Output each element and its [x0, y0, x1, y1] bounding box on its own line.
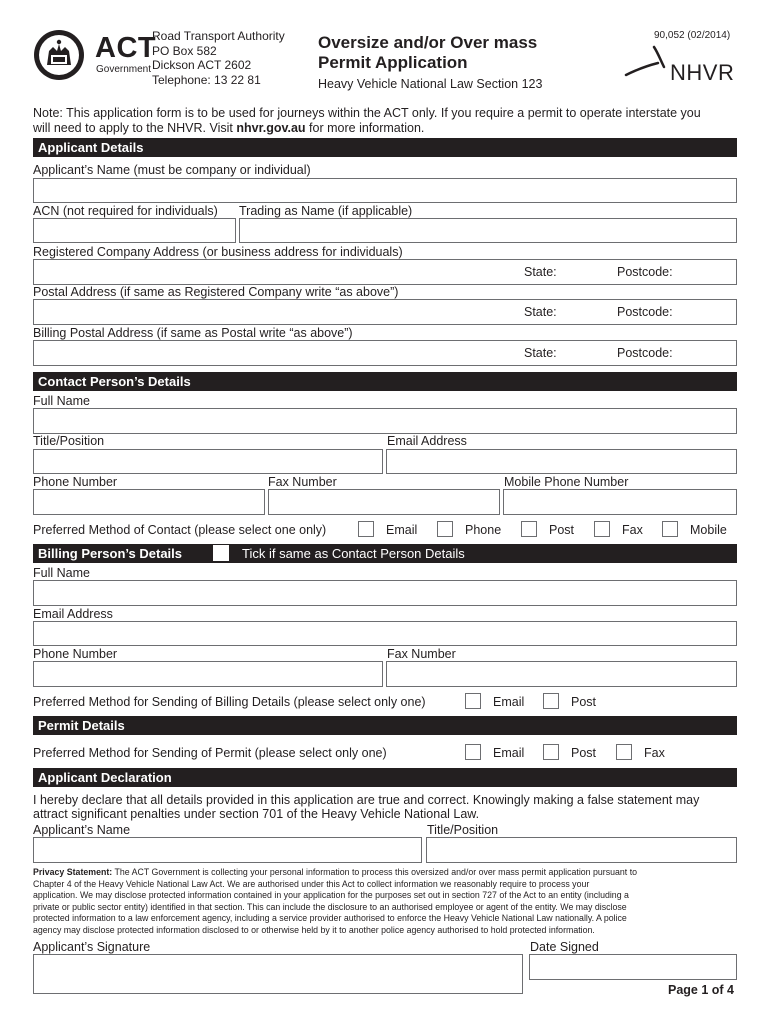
contact-full-name-field[interactable]	[33, 408, 737, 434]
trading-name-field[interactable]	[239, 218, 737, 243]
declaration-text	[33, 793, 699, 821]
act-logo-text: ACT	[95, 32, 157, 64]
authority-line: PO Box 582	[152, 43, 217, 58]
permit-option-label: Post	[571, 746, 597, 760]
billing-fax-field[interactable]	[386, 661, 737, 687]
signature-field[interactable]	[33, 954, 523, 994]
contact-title-field[interactable]	[33, 449, 383, 474]
section-applicant-declaration: Applicant Declaration	[33, 768, 737, 787]
signature-label: Applicant’s Signature	[33, 940, 151, 954]
postcode-label: Postcode:	[617, 346, 673, 360]
privacy-line: agency may disclose protected information disclosed to or otherwise held by it to another police agency authorised to hold protected information.	[33, 924, 595, 935]
billing-email-checkbox[interactable]	[465, 693, 481, 709]
privacy-line: Chapter 4 of the Heavy Vehicle National Law Act. We are authorised under this Act to collect information we reasonably require to process your	[33, 878, 590, 889]
privacy-line: private or public sector entity) identified in that section. This can include the disclosure to an authorised employee or agent of the entity. We may disclose	[33, 901, 627, 912]
billing-section-title: Billing Person’s Details	[38, 546, 183, 561]
billing-post-checkbox[interactable]	[543, 693, 559, 709]
contact-fax-field[interactable]	[268, 489, 500, 515]
contact-option-label: Email	[386, 523, 418, 537]
state-label: State:	[524, 305, 557, 319]
page-number: Page 1 of 4	[668, 983, 734, 997]
contact-option-label: Mobile	[690, 523, 727, 537]
contact-fax-label: Fax Number	[268, 475, 337, 489]
contact-post-checkbox[interactable]	[521, 521, 537, 537]
authority-line: Telephone: 13 22 81	[152, 72, 261, 87]
same-as-contact-checkbox[interactable]	[213, 545, 229, 561]
applicant-name-field[interactable]	[33, 178, 737, 203]
date-signed-label: Date Signed	[530, 940, 599, 954]
note	[33, 106, 701, 135]
billing-address-label: Billing Postal Address (if same as Postal write “as above”)	[33, 326, 353, 340]
permit-post-checkbox[interactable]	[543, 744, 559, 760]
permit-email-checkbox[interactable]	[465, 744, 481, 760]
postal-address-label: Postal Address (if same as Registered Company write “as above”)	[33, 285, 399, 299]
acn-label: ACN (not required for individuals)	[33, 204, 218, 218]
state-label: State:	[524, 265, 557, 279]
billing-phone-label: Phone Number	[33, 647, 118, 661]
contact-mobile-label: Mobile Phone Number	[504, 475, 629, 489]
billing-fax-label: Fax Number	[387, 647, 456, 661]
contact-email-checkbox[interactable]	[358, 521, 374, 537]
billing-full-name-field[interactable]	[33, 580, 737, 606]
contact-title-label: Title/Position	[33, 434, 105, 448]
permit-option-label: Email	[493, 746, 525, 760]
billing-email-label: Email Address	[33, 607, 113, 621]
section-permit-details: Permit Details	[33, 716, 737, 735]
privacy-line: protected information to a law enforcement agency, including a service provider authorised to enforce the Heavy Vehicle National Law nationally. A police	[33, 913, 627, 923]
declaration-title-field[interactable]	[426, 837, 737, 863]
nhvr-logo-text: NHVR	[670, 60, 735, 85]
declaration-line2: attract significant penalties under section 701 of the Heavy Vehicle National Law.	[33, 807, 480, 821]
postcode-label: Postcode:	[617, 265, 673, 279]
privacy-heading: Privacy Statement:	[33, 867, 113, 877]
contact-phone-label: Phone Number	[33, 475, 118, 489]
billing-preferred-label: Preferred Method for Sending of Billing Details (please select only one)	[33, 695, 426, 709]
form-subtitle: Heavy Vehicle National Law Section 123	[318, 77, 543, 91]
nhvr-link[interactable]: nhvr.gov.au	[236, 120, 306, 135]
state-label: State:	[524, 346, 557, 360]
contact-option-label: Post	[549, 523, 575, 537]
contact-preferred-label: Preferred Method of Contact (please select one only)	[33, 523, 327, 537]
contact-fax-checkbox[interactable]	[594, 521, 610, 537]
contact-phone-field[interactable]	[33, 489, 265, 515]
declaration-line1: I hereby declare that all details provided in this application are true and correct. Knowingly making a false statement may	[33, 793, 700, 807]
contact-email-label: Email Address	[387, 434, 467, 448]
note-line2-suffix: for more information.	[305, 120, 425, 135]
act-logo-sub: Government	[96, 64, 152, 75]
note-line2-prefix: will need to apply to the NHVR. Visit	[33, 120, 237, 135]
form-code: 90,052 (02/2014)	[654, 30, 731, 41]
billing-phone-field[interactable]	[33, 661, 383, 687]
note-line1: Note: This application form is to be used for journeys within the ACT only. If you require a permit to operate interstate you	[33, 106, 701, 120]
form-title-line1: Oversize and/or Over mass	[318, 33, 538, 52]
billing-email-field[interactable]	[33, 621, 737, 646]
nhvr-swoosh-icon	[624, 45, 668, 81]
contact-phone-checkbox[interactable]	[437, 521, 453, 537]
act-government-logo	[33, 30, 157, 80]
same-as-contact-label: Tick if same as Contact Person Details	[242, 546, 465, 561]
permit-option-label: Fax	[644, 746, 665, 760]
registered-address-label: Registered Company Address (or business address for individuals)	[33, 245, 403, 259]
acn-field[interactable]	[33, 218, 236, 243]
permit-fax-checkbox[interactable]	[616, 744, 632, 760]
nhvr-logo	[624, 45, 740, 85]
section-applicant-details: Applicant Details	[33, 138, 737, 157]
section-contact-details: Contact Person’s Details	[33, 372, 737, 391]
contact-mobile-checkbox[interactable]	[662, 521, 678, 537]
declaration-name-label: Applicant’s Name	[33, 823, 131, 837]
registered-address-field[interactable]	[33, 259, 737, 285]
privacy-line: The ACT Government is collecting your personal information to process this oversized and/or over mass permit application pursuant to	[112, 867, 638, 877]
privacy-line: application. We may disclose protected information contained in your application for the purposes set out in section 727 of the Act to an entity (including a	[33, 890, 629, 900]
form-title-line2: Permit Application	[318, 53, 468, 72]
billing-full-name-label: Full Name	[33, 566, 90, 580]
contact-email-field[interactable]	[386, 449, 737, 474]
authority-line: Road Transport Authority	[152, 29, 285, 43]
billing-option-label: Email	[493, 695, 525, 709]
date-signed-field[interactable]	[529, 954, 737, 980]
billing-option-label: Post	[571, 695, 597, 709]
applicant-name-label: Applicant’s Name (must be company or individual)	[33, 163, 311, 177]
declaration-title-label: Title/Position	[427, 823, 499, 837]
trading-name-label: Trading as Name (if applicable)	[239, 204, 413, 218]
authority-line: Dickson ACT 2602	[152, 58, 252, 72]
declaration-name-field[interactable]	[33, 837, 422, 863]
note-line2	[33, 121, 701, 136]
contact-mobile-field[interactable]	[503, 489, 737, 515]
contact-option-label: Phone	[465, 523, 502, 537]
permit-preferred-label: Preferred Method for Sending of Permit (please select only one)	[33, 746, 387, 760]
privacy-statement	[33, 867, 637, 936]
contact-option-label: Fax	[622, 523, 643, 537]
postal-address-field[interactable]	[33, 299, 737, 325]
act-crest-icon	[33, 29, 85, 81]
billing-address-field[interactable]	[33, 340, 737, 366]
contact-full-name-label: Full Name	[33, 394, 90, 408]
postcode-label: Postcode:	[617, 305, 673, 319]
